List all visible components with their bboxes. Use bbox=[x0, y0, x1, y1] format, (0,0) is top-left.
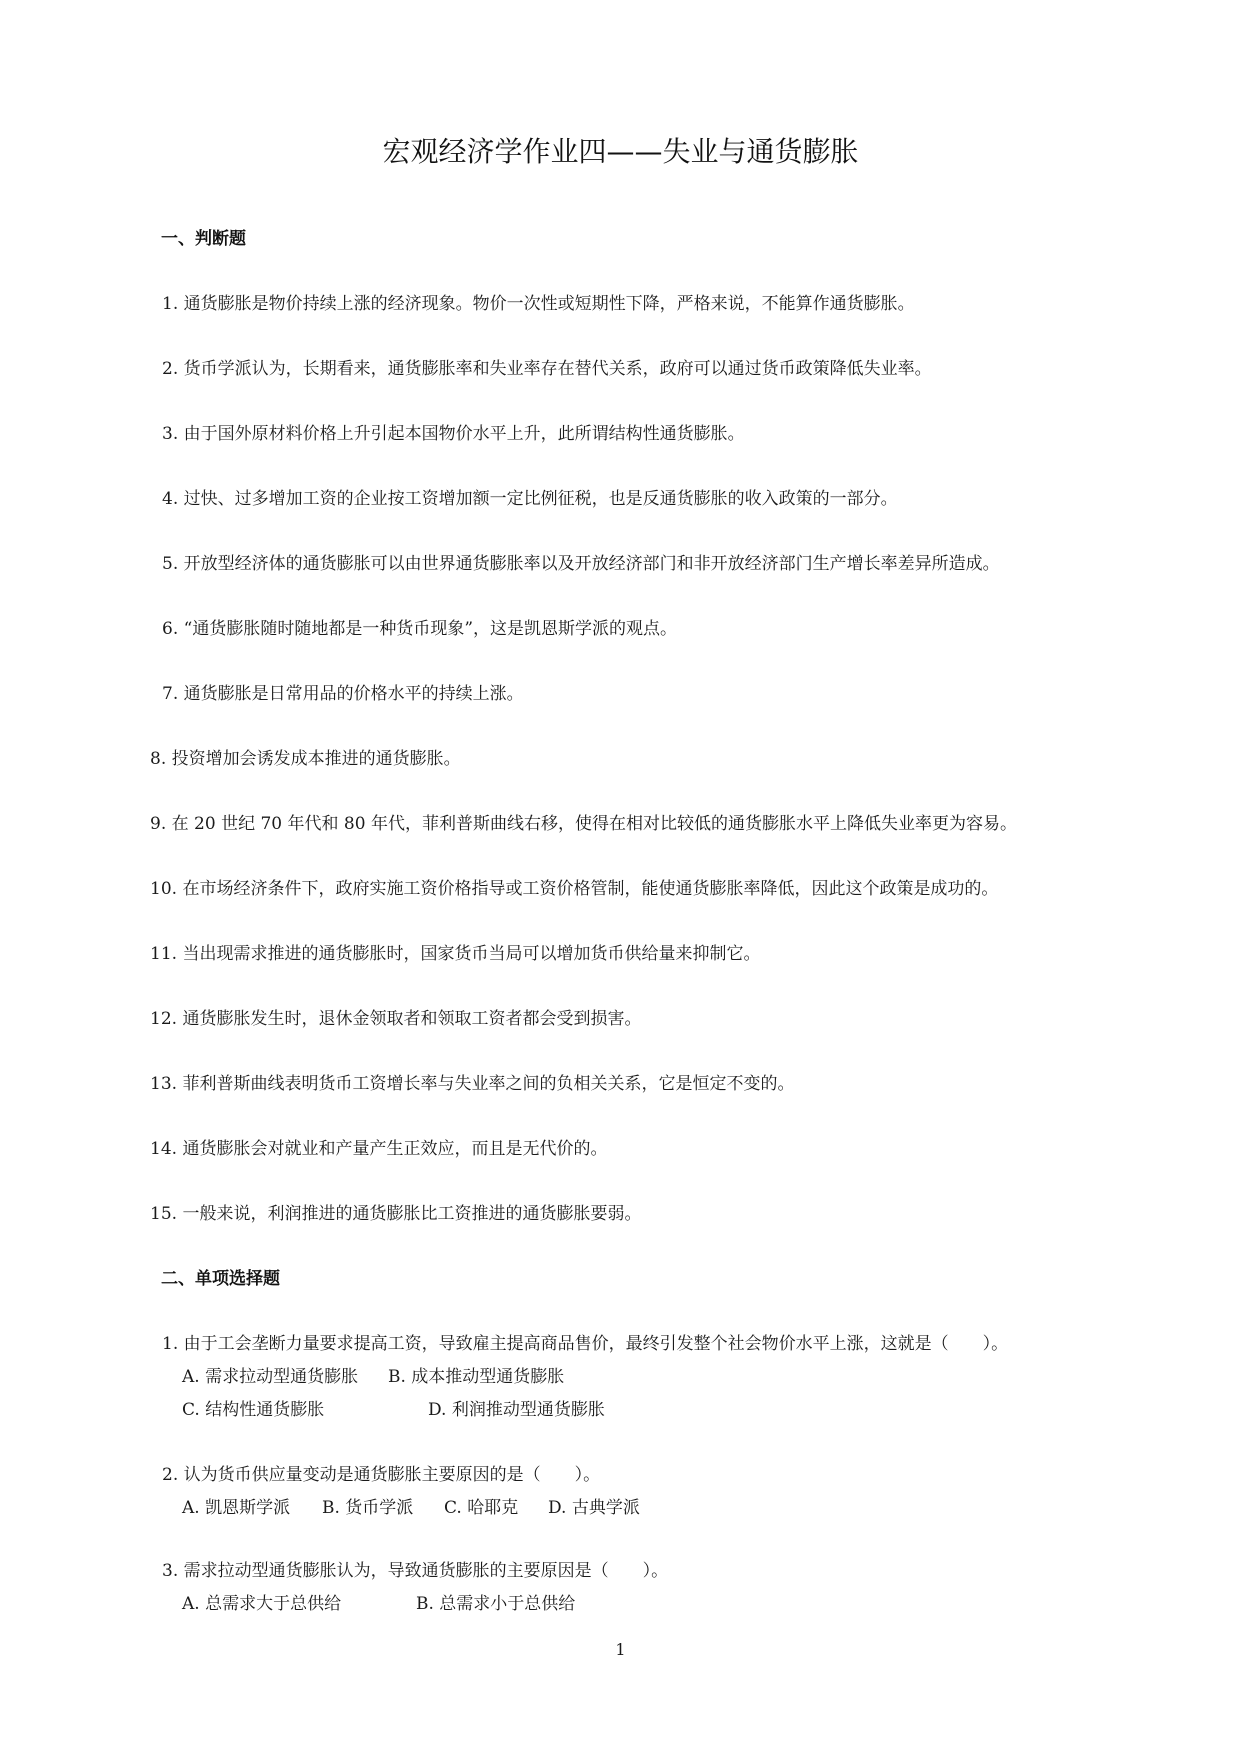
tf-question-15: 15. 一般来说，利润推进的通货膨胀比工资推进的通货膨胀要弱。 bbox=[150, 1204, 642, 1224]
tf-question-8: 8. 投资增加会诱发成本推进的通货膨胀。 bbox=[150, 749, 461, 769]
tf-question-10: 10. 在市场经济条件下，政府实施工资价格指导或工资价格管制，能使通货膨胀率降低，因此这个政策是成功的。 bbox=[150, 879, 999, 899]
tf-question-12: 12. 通货膨胀发生时，退休金领取者和领取工资者都会受到损害。 bbox=[150, 1009, 642, 1029]
tf-question-7: 7. 通货膨胀是日常用品的价格水平的持续上涨。 bbox=[162, 684, 524, 704]
tf-question-9: 9. 在 20 世纪 70 年代和 80 年代，菲利普斯曲线右移，使得在相对比较低的通货膨胀水平上降低失业率更为容易。 bbox=[150, 814, 1017, 834]
mc-question-1-option-d: D. 利润推动型通货膨胀 bbox=[428, 1400, 605, 1420]
mc-question-3-option-a: A. 总需求大于总供给 bbox=[182, 1594, 342, 1614]
mc-question-2-option-a: A. 凯恩斯学派 bbox=[182, 1498, 291, 1518]
mc-question-2-option-c: C. 哈耶克 bbox=[444, 1498, 519, 1518]
tf-question-1: 1. 通货膨胀是物价持续上涨的经济现象。物价一次性或短期性下降，严格来说，不能算作通货膨胀。 bbox=[162, 294, 915, 314]
mc-question-2-option-d: D. 古典学派 bbox=[548, 1498, 640, 1518]
mc-question-3-stem: 3. 需求拉动型通货膨胀认为，导致通货膨胀的主要原因是（ ）。 bbox=[162, 1561, 669, 1581]
section-heading-true-false: 一、判断题 bbox=[161, 229, 246, 249]
tf-question-2: 2. 货币学派认为，长期看来，通货膨胀率和失业率存在替代关系，政府可以通过货币政策降低失业率。 bbox=[162, 359, 932, 379]
tf-question-13: 13. 菲利普斯曲线表明货币工资增长率与失业率之间的负相关关系，它是恒定不变的。 bbox=[150, 1074, 795, 1094]
tf-question-6: 6. “通货膨胀随时随地都是一种货币现象”，这是凯恩斯学派的观点。 bbox=[162, 619, 678, 639]
tf-question-4: 4. 过快、过多增加工资的企业按工资增加额一定比例征税，也是反通货膨胀的收入政策的一部分。 bbox=[162, 489, 898, 509]
page-title: 宏观经济学作业四——失业与通货膨胀 bbox=[382, 135, 859, 168]
section-heading-single-choice: 二、单项选择题 bbox=[161, 1269, 280, 1289]
mc-question-2-option-b: B. 货币学派 bbox=[322, 1498, 414, 1518]
mc-question-2-stem: 2. 认为货币供应量变动是通货膨胀主要原因的是（ ）。 bbox=[162, 1465, 601, 1485]
page-number: 1 bbox=[615, 1640, 626, 1659]
tf-question-11: 11. 当出现需求推进的通货膨胀时，国家货币当局可以增加货币供给量来抑制它。 bbox=[150, 944, 761, 964]
tf-question-5: 5. 开放型经济体的通货膨胀可以由世界通货膨胀率以及开放经济部门和非开放经济部门生产增长率差异所造成。 bbox=[162, 554, 1000, 574]
mc-question-1-option-b: B. 成本推动型通货膨胀 bbox=[388, 1367, 565, 1387]
mc-question-3-option-b: B. 总需求小于总供给 bbox=[416, 1594, 576, 1614]
tf-question-14: 14. 通货膨胀会对就业和产量产生正效应，而且是无代价的。 bbox=[150, 1139, 608, 1159]
tf-question-3: 3. 由于国外原材料价格上升引起本国物价水平上升，此所谓结构性通货膨胀。 bbox=[162, 424, 745, 444]
mc-question-1-option-a: A. 需求拉动型通货膨胀 bbox=[182, 1367, 359, 1387]
mc-question-1-stem: 1. 由于工会垄断力量要求提高工资，导致雇主提高商品售价，最终引发整个社会物价水平上涨，这就是（ ）。 bbox=[162, 1334, 1009, 1354]
mc-question-1-option-c: C. 结构性通货膨胀 bbox=[182, 1400, 325, 1420]
